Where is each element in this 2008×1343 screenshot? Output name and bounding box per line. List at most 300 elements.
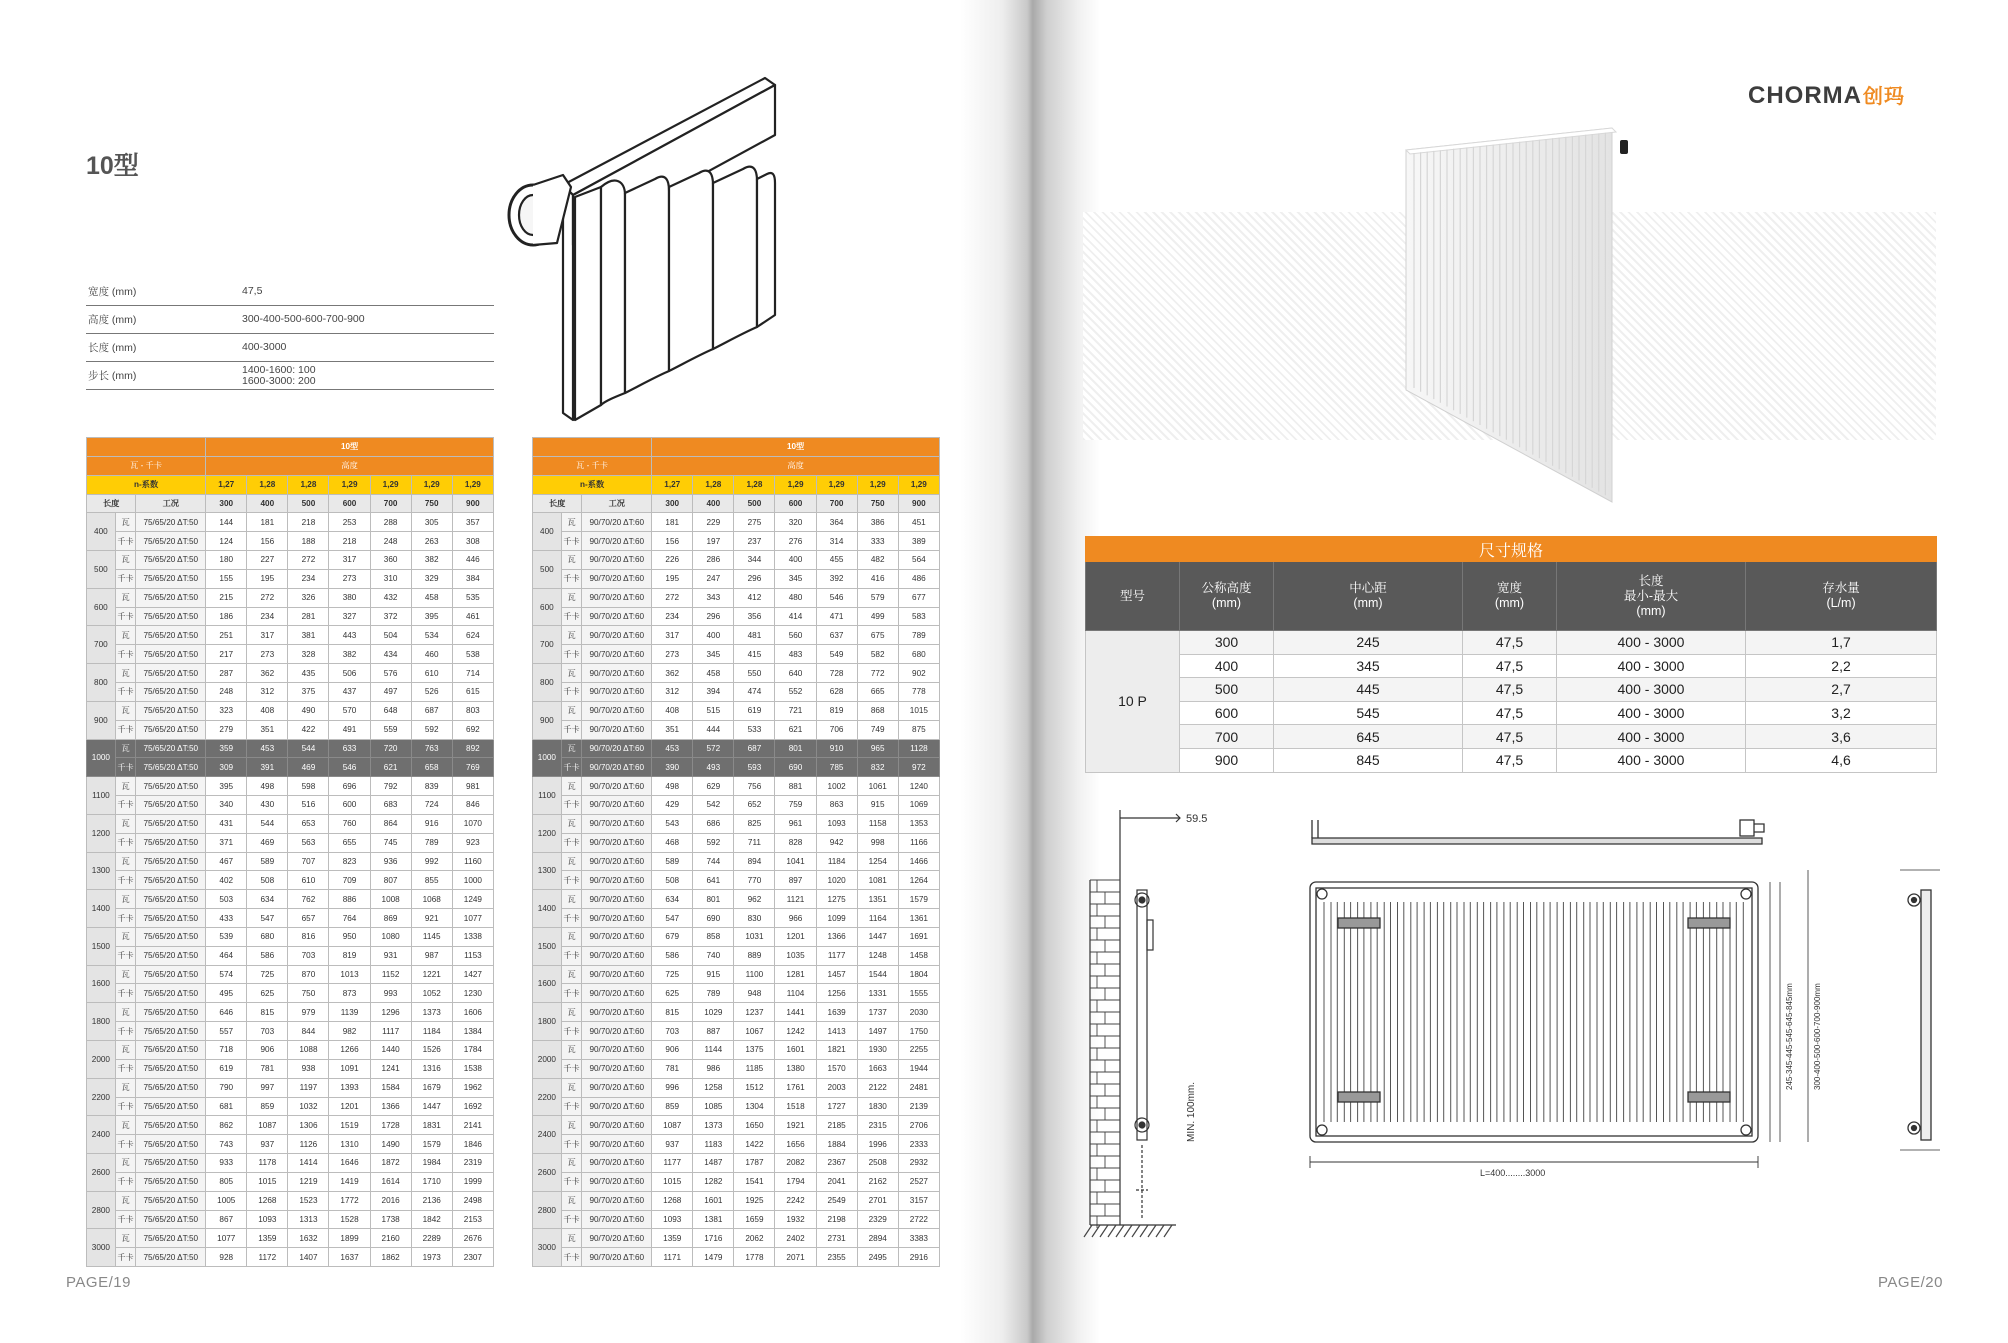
value-cell: 483 (775, 645, 816, 664)
unit-cell: 瓦 (115, 588, 136, 607)
value-cell: 1639 (816, 1003, 857, 1022)
value-cell: 2162 (857, 1172, 898, 1191)
table-row (87, 1210, 494, 1229)
value-cell: 873 (329, 984, 370, 1003)
value-cell: 1085 (693, 1097, 734, 1116)
table-row (1086, 631, 1937, 655)
length-cell: 1200 (87, 814, 116, 852)
value-cell: 2315 (857, 1116, 898, 1135)
value-cell: 195 (247, 569, 288, 588)
height-value: 700 (370, 494, 411, 513)
value-cell: 1846 (452, 1135, 493, 1154)
condition-cell: 90/70/20 ΔT:60 (582, 701, 652, 720)
height-value: 900 (452, 494, 493, 513)
size-value-cell: 845 (1274, 748, 1463, 772)
condition-cell: 90/70/20 ΔT:60 (582, 927, 652, 946)
value-cell: 499 (857, 607, 898, 626)
value-cell: 275 (734, 513, 775, 532)
condition-cell: 75/65/20 ΔT:50 (136, 1229, 206, 1248)
n-value: 1,29 (857, 475, 898, 494)
table-row (87, 965, 494, 984)
value-cell: 582 (857, 645, 898, 664)
value-cell: 950 (329, 927, 370, 946)
value-cell: 2333 (898, 1135, 939, 1154)
value-cell: 386 (857, 513, 898, 532)
value-cell: 181 (652, 513, 693, 532)
value-cell: 1497 (857, 1022, 898, 1041)
condition-cell: 75/65/20 ΔT:50 (136, 890, 206, 909)
value-cell: 1440 (370, 1041, 411, 1060)
value-cell: 1413 (816, 1022, 857, 1041)
value-cell: 1441 (775, 1003, 816, 1022)
value-cell: 1384 (452, 1022, 493, 1041)
value-cell: 897 (775, 871, 816, 890)
value-cell: 859 (652, 1097, 693, 1116)
value-cell: 1183 (693, 1135, 734, 1154)
value-cell: 589 (652, 852, 693, 871)
value-cell: 2062 (734, 1229, 775, 1248)
value-cell: 1160 (452, 852, 493, 871)
spec-row (86, 334, 494, 362)
value-cell: 446 (452, 551, 493, 570)
value-cell: 1601 (693, 1191, 734, 1210)
value-cell: 680 (247, 927, 288, 946)
value-cell: 1077 (206, 1229, 247, 1248)
condition-cell: 75/65/20 ΔT:50 (136, 1041, 206, 1060)
value-cell: 1126 (288, 1135, 329, 1154)
heat-output-table-75-65-20 (86, 437, 494, 1267)
condition-label: 工况 (582, 494, 652, 513)
radiator-product-image (1380, 120, 1640, 505)
size-value-cell: 445 (1274, 678, 1463, 702)
value-cell: 1570 (816, 1059, 857, 1078)
table-row (87, 1154, 494, 1173)
value-cell: 1275 (816, 890, 857, 909)
size-table-title-row (1086, 537, 1937, 562)
unit-cell: 千卡 (115, 645, 136, 664)
value-cell: 1716 (693, 1229, 734, 1248)
unit-cell: 瓦 (561, 626, 582, 645)
value-cell: 1104 (775, 984, 816, 1003)
value-cell: 382 (411, 551, 452, 570)
dim-top-label: 59.5 (1186, 813, 1208, 825)
table-row (87, 1135, 494, 1154)
value-cell: 1761 (775, 1078, 816, 1097)
value-cell: 1366 (816, 927, 857, 946)
unit-cell: 千卡 (115, 1210, 136, 1229)
value-cell: 1679 (411, 1078, 452, 1097)
value-cell: 317 (652, 626, 693, 645)
length-label: 长度 (87, 494, 136, 513)
value-cell: 937 (247, 1135, 288, 1154)
value-cell: 273 (652, 645, 693, 664)
spec-value: 400-3000 (240, 334, 494, 362)
value-cell: 640 (775, 664, 816, 683)
value-cell: 1177 (652, 1154, 693, 1173)
value-cell: 546 (329, 758, 370, 777)
n-value: 1,29 (816, 475, 857, 494)
value-cell: 763 (411, 739, 452, 758)
condition-cell: 75/65/20 ΔT:50 (136, 1022, 206, 1041)
unit-cell: 千卡 (115, 909, 136, 928)
length-label: 长度 (533, 494, 582, 513)
value-cell: 273 (329, 569, 370, 588)
value-cell: 395 (206, 777, 247, 796)
table-row (533, 946, 940, 965)
value-cell: 218 (329, 532, 370, 551)
value-cell: 1419 (329, 1172, 370, 1191)
table-row (1086, 654, 1937, 678)
size-value-cell: 47,5 (1463, 631, 1557, 655)
value-cell: 785 (816, 758, 857, 777)
value-cell: 1100 (734, 965, 775, 984)
condition-cell: 90/70/20 ΔT:60 (582, 739, 652, 758)
height-value: 750 (857, 494, 898, 513)
value-cell: 2289 (411, 1229, 452, 1248)
value-cell: 998 (857, 833, 898, 852)
value-cell: 789 (898, 626, 939, 645)
table-row (87, 814, 494, 833)
value-cell: 1029 (693, 1003, 734, 1022)
value-cell: 1185 (734, 1059, 775, 1078)
value-cell: 819 (329, 946, 370, 965)
table-row (87, 1059, 494, 1078)
condition-cell: 90/70/20 ΔT:60 (582, 1097, 652, 1116)
value-cell: 237 (734, 532, 775, 551)
unit-cell: 瓦 (115, 551, 136, 570)
value-cell: 508 (652, 871, 693, 890)
value-cell: 560 (775, 626, 816, 645)
value-cell: 709 (329, 871, 370, 890)
value-cell: 1831 (411, 1116, 452, 1135)
value-cell: 1081 (857, 871, 898, 890)
value-cell: 1353 (898, 814, 939, 833)
value-cell: 2722 (898, 1210, 939, 1229)
heat-title: 10型 (652, 438, 940, 457)
value-cell: 906 (652, 1041, 693, 1060)
length-cell: 2200 (87, 1078, 116, 1116)
table-row (87, 871, 494, 890)
value-cell: 1128 (898, 739, 939, 758)
value-cell: 870 (288, 965, 329, 984)
value-cell: 1282 (693, 1172, 734, 1191)
value-cell: 272 (652, 588, 693, 607)
value-cell: 625 (247, 984, 288, 1003)
value-cell: 375 (288, 682, 329, 701)
unit-cell: 瓦 (561, 890, 582, 909)
height-value: 400 (693, 494, 734, 513)
value-cell: 679 (652, 927, 693, 946)
value-cell: 432 (370, 588, 411, 607)
value-cell: 1984 (411, 1154, 452, 1173)
value-cell: 690 (775, 758, 816, 777)
size-value-cell: 2,2 (1746, 654, 1937, 678)
length-cell: 2000 (533, 1041, 562, 1079)
n-value: 1,27 (206, 475, 247, 494)
unit-cell: 千卡 (561, 645, 582, 664)
condition-cell: 90/70/20 ΔT:60 (582, 909, 652, 928)
value-cell: 272 (288, 551, 329, 570)
length-cell: 2600 (87, 1154, 116, 1192)
condition-cell: 75/65/20 ΔT:50 (136, 758, 206, 777)
value-cell: 1632 (288, 1229, 329, 1248)
spec-label: 宽度 (mm) (86, 278, 240, 306)
unit-cell: 千卡 (561, 871, 582, 890)
unit-cell: 千卡 (561, 1097, 582, 1116)
condition-cell: 90/70/20 ΔT:60 (582, 1116, 652, 1135)
value-cell: 515 (693, 701, 734, 720)
value-cell: 546 (816, 588, 857, 607)
table-row (533, 1022, 940, 1041)
value-cell: 1373 (411, 1003, 452, 1022)
value-cell: 637 (816, 626, 857, 645)
value-cell: 1313 (288, 1210, 329, 1229)
unit-cell: 千卡 (561, 569, 582, 588)
unit-cell: 瓦 (115, 965, 136, 984)
value-cell: 1457 (816, 965, 857, 984)
value-cell: 1606 (452, 1003, 493, 1022)
value-cell: 544 (288, 739, 329, 758)
height-label: 高度 (652, 456, 940, 475)
value-cell: 557 (206, 1022, 247, 1041)
size-value-cell: 47,5 (1463, 748, 1557, 772)
height-value: 750 (411, 494, 452, 513)
condition-cell: 90/70/20 ΔT:60 (582, 1172, 652, 1191)
value-cell: 1380 (775, 1059, 816, 1078)
value-cell: 1646 (329, 1154, 370, 1173)
value-cell: 563 (288, 833, 329, 852)
size-value-cell: 645 (1274, 725, 1463, 749)
column-header: 长度 最小-最大 (mm) (1557, 562, 1746, 631)
unit-cell: 千卡 (561, 796, 582, 815)
value-cell: 1093 (816, 814, 857, 833)
value-cell: 846 (452, 796, 493, 815)
value-cell: 887 (693, 1022, 734, 1041)
value-cell: 629 (693, 777, 734, 796)
value-cell: 1862 (370, 1248, 411, 1267)
length-cell: 700 (533, 626, 562, 664)
table-row (1086, 701, 1937, 725)
value-cell: 1219 (288, 1172, 329, 1191)
table-row (87, 1097, 494, 1116)
value-cell: 498 (652, 777, 693, 796)
n-value: 1,28 (288, 475, 329, 494)
condition-cell: 75/65/20 ΔT:50 (136, 965, 206, 984)
spec-row (86, 278, 494, 306)
value-cell: 1067 (734, 1022, 775, 1041)
value-cell: 743 (206, 1135, 247, 1154)
value-cell: 1088 (288, 1041, 329, 1060)
condition-cell: 90/70/20 ΔT:60 (582, 1154, 652, 1173)
value-cell: 429 (652, 796, 693, 815)
value-cell: 390 (652, 758, 693, 777)
table-row (87, 796, 494, 815)
size-table-title: 尺寸规格 (1086, 537, 1937, 562)
value-cell: 781 (247, 1059, 288, 1078)
value-cell: 229 (693, 513, 734, 532)
condition-cell: 75/65/20 ΔT:50 (136, 1172, 206, 1191)
condition-cell: 75/65/20 ΔT:50 (136, 569, 206, 588)
unit-cell: 瓦 (561, 777, 582, 796)
n-value: 1,29 (370, 475, 411, 494)
value-cell: 1338 (452, 927, 493, 946)
radiator-top-view (1312, 820, 1764, 844)
model-cell: 10 P (1086, 631, 1180, 773)
column-header: 公称高度 (mm) (1180, 562, 1274, 631)
length-cell: 2800 (87, 1191, 116, 1229)
value-cell: 344 (734, 551, 775, 570)
unit-cell: 瓦 (115, 814, 136, 833)
value-cell: 681 (206, 1097, 247, 1116)
unit-cell: 瓦 (115, 626, 136, 645)
condition-cell: 90/70/20 ΔT:60 (582, 551, 652, 570)
value-cell: 144 (206, 513, 247, 532)
value-cell: 1804 (898, 965, 939, 984)
page-number-right: PAGE/20 (1878, 1274, 1943, 1291)
value-cell: 966 (775, 909, 816, 928)
value-cell: 1013 (329, 965, 370, 984)
value-cell: 2932 (898, 1154, 939, 1173)
unit-cell: 千卡 (115, 1172, 136, 1191)
table-row (87, 720, 494, 739)
value-cell: 875 (898, 720, 939, 739)
value-cell: 2329 (857, 1210, 898, 1229)
value-cell: 1070 (452, 814, 493, 833)
table-row (87, 1078, 494, 1097)
value-cell: 251 (206, 626, 247, 645)
value-cell: 770 (734, 871, 775, 890)
table-row (87, 852, 494, 871)
size-value-cell: 2,7 (1746, 678, 1937, 702)
value-cell: 544 (247, 814, 288, 833)
unit-cell: 千卡 (561, 1059, 582, 1078)
condition-cell: 75/65/20 ΔT:50 (136, 833, 206, 852)
table-row (87, 701, 494, 720)
value-cell: 1414 (288, 1154, 329, 1173)
unit-cell: 瓦 (115, 1041, 136, 1060)
value-cell: 218 (288, 513, 329, 532)
value-cell: 633 (329, 739, 370, 758)
table-row (533, 720, 940, 739)
value-cell: 1266 (329, 1041, 370, 1060)
value-cell: 248 (206, 682, 247, 701)
value-cell: 503 (206, 890, 247, 909)
value-cell: 1145 (411, 927, 452, 946)
value-cell: 586 (652, 946, 693, 965)
value-cell: 855 (411, 871, 452, 890)
value-cell: 1422 (734, 1135, 775, 1154)
value-cell: 832 (857, 758, 898, 777)
value-cell: 317 (247, 626, 288, 645)
unit-cell: 千卡 (561, 532, 582, 551)
value-cell: 247 (693, 569, 734, 588)
value-cell: 1538 (452, 1059, 493, 1078)
value-cell: 886 (329, 890, 370, 909)
value-cell: 444 (693, 720, 734, 739)
value-cell: 547 (247, 909, 288, 928)
value-cell: 416 (857, 569, 898, 588)
condition-cell: 75/65/20 ΔT:50 (136, 984, 206, 1003)
value-cell: 1659 (734, 1210, 775, 1229)
length-cell: 1000 (87, 739, 116, 777)
value-cell: 790 (206, 1078, 247, 1097)
condition-cell: 75/65/20 ΔT:50 (136, 814, 206, 833)
value-cell: 648 (370, 701, 411, 720)
value-cell: 486 (898, 569, 939, 588)
value-cell: 471 (816, 607, 857, 626)
table-row (1086, 748, 1937, 772)
value-cell: 749 (857, 720, 898, 739)
table-row (533, 607, 940, 626)
height-value: 500 (734, 494, 775, 513)
table-row (533, 1003, 940, 1022)
value-cell: 234 (288, 569, 329, 588)
condition-cell: 75/65/20 ΔT:50 (136, 720, 206, 739)
value-cell: 408 (247, 701, 288, 720)
height-label: 高度 (206, 456, 494, 475)
size-value-cell: 47,5 (1463, 678, 1557, 702)
value-cell: 1166 (898, 833, 939, 852)
value-cell: 728 (816, 664, 857, 683)
column-header: 宽度 (mm) (1463, 562, 1557, 631)
unit-cell: 瓦 (115, 1116, 136, 1135)
value-cell: 1087 (652, 1116, 693, 1135)
value-cell: 807 (370, 871, 411, 890)
value-cell: 641 (693, 871, 734, 890)
condition-cell: 75/65/20 ΔT:50 (136, 871, 206, 890)
condition-cell: 90/70/20 ΔT:60 (582, 1078, 652, 1097)
value-cell: 1738 (370, 1210, 411, 1229)
value-cell: 2549 (816, 1191, 857, 1210)
table-row (533, 626, 940, 645)
value-cell: 1579 (898, 890, 939, 909)
value-cell: 422 (288, 720, 329, 739)
value-cell: 825 (734, 814, 775, 833)
value-cell: 725 (247, 965, 288, 984)
value-cell: 1458 (898, 946, 939, 965)
radiator-side-view (1900, 870, 1940, 1150)
table-row (87, 739, 494, 758)
dim-heights-label: 300-400-500-600-700-900mm (1813, 983, 1822, 1090)
unit-cell: 千卡 (115, 1097, 136, 1116)
value-cell: 394 (693, 682, 734, 701)
unit-cell: 瓦 (561, 551, 582, 570)
table-row (533, 758, 940, 777)
value-cell: 559 (370, 720, 411, 739)
value-cell: 937 (652, 1135, 693, 1154)
value-cell: 801 (775, 739, 816, 758)
value-cell: 1031 (734, 927, 775, 946)
height-value: 700 (816, 494, 857, 513)
value-cell: 327 (329, 607, 370, 626)
length-cell: 900 (87, 701, 116, 739)
value-cell: 415 (734, 645, 775, 664)
value-cell: 481 (734, 626, 775, 645)
value-cell: 431 (206, 814, 247, 833)
value-cell: 1466 (898, 852, 939, 871)
value-cell: 665 (857, 682, 898, 701)
unit-cell: 千卡 (115, 946, 136, 965)
value-cell: 1015 (652, 1172, 693, 1191)
unit-cell: 瓦 (561, 1191, 582, 1210)
unit-cell: 千卡 (561, 1022, 582, 1041)
spec-value: 300-400-500-600-700-900 (240, 306, 494, 334)
condition-cell: 90/70/20 ΔT:60 (582, 965, 652, 984)
table-row (87, 626, 494, 645)
value-cell: 467 (206, 852, 247, 871)
unit-cell: 千卡 (561, 1210, 582, 1229)
condition-label: 工况 (136, 494, 206, 513)
